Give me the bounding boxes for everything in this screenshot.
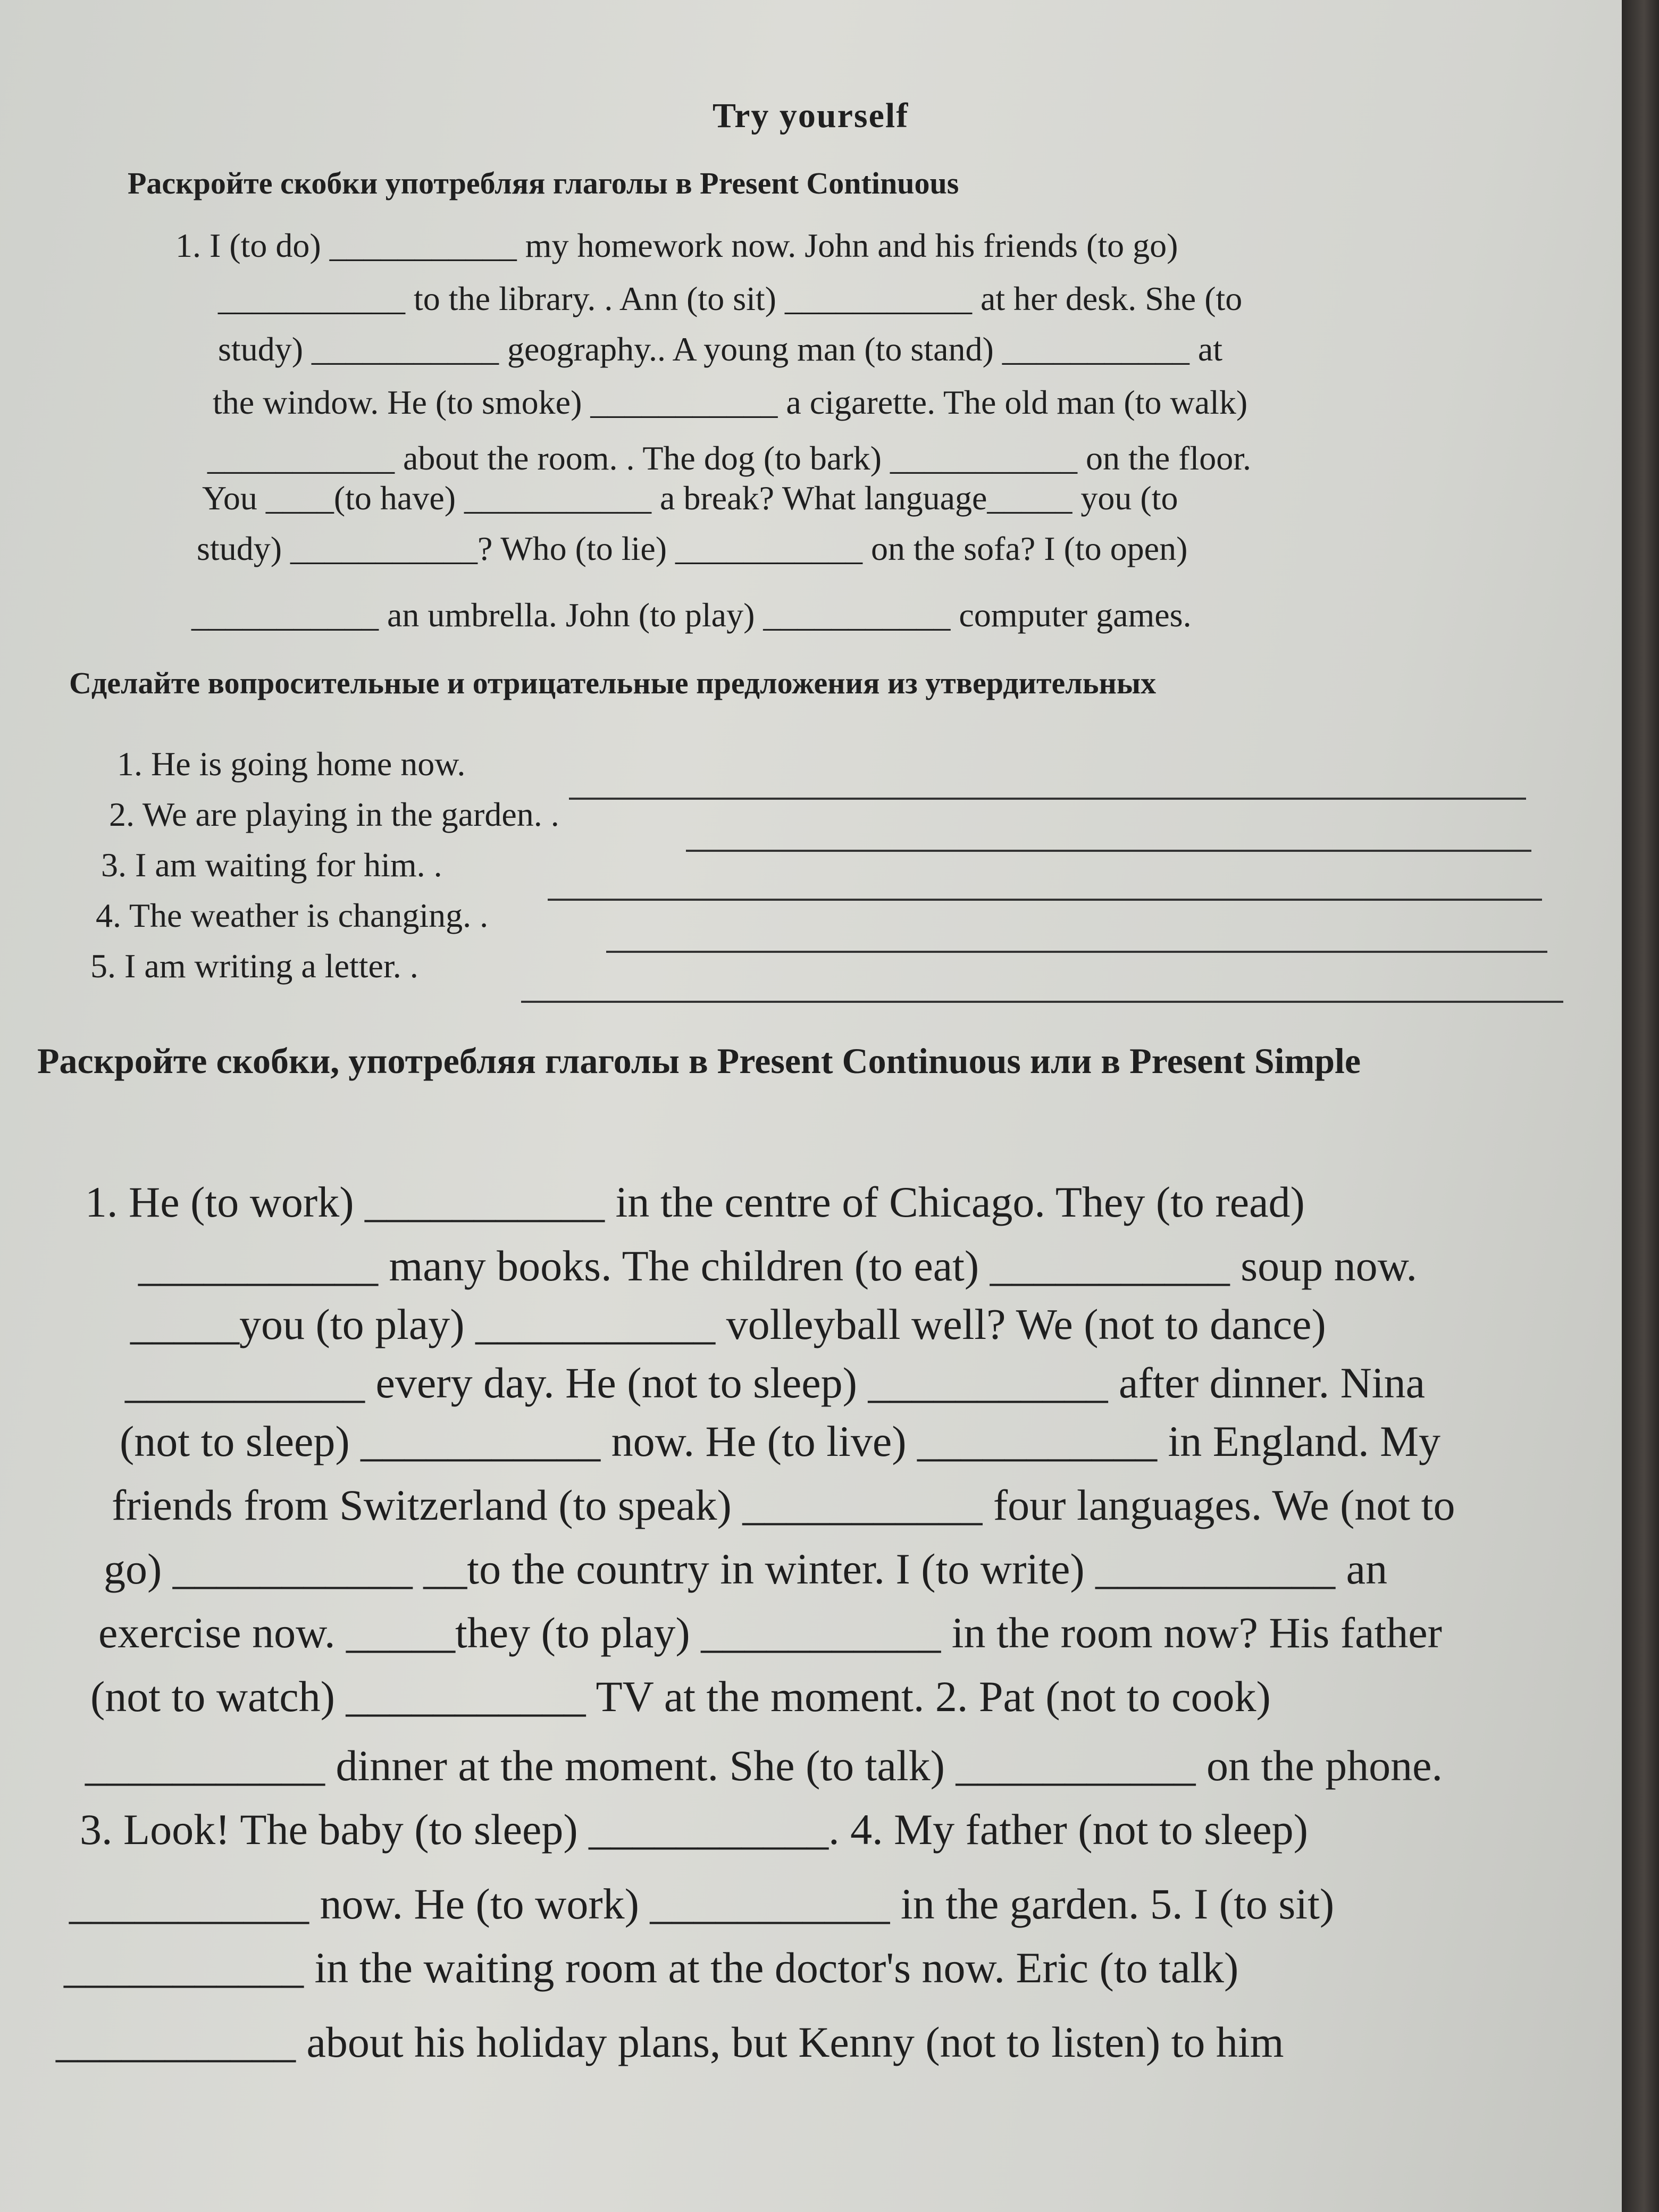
answer-line bbox=[521, 1001, 1563, 1003]
section1-line: study) ___________ geography.. A young man (to stand) ___________ at bbox=[218, 330, 1222, 368]
section3-line: ___________ now. He (to work) ___________ in the garden. 5. I (to sit) bbox=[69, 1880, 1335, 1928]
section3-line: friends from Switzerland (to speak) ___________ four languages. We (not to bbox=[112, 1481, 1455, 1529]
section3-line: ___________ many books. The children (to eat) ___________ soup now. bbox=[138, 1242, 1418, 1290]
section3-line: ___________ every day. He (not to sleep) ___________ after dinner. Nina bbox=[125, 1359, 1425, 1407]
section1-line: ___________ an umbrella. John (to play) ___________ computer games. bbox=[191, 596, 1192, 634]
section1-heading: Раскройте скобки употребляя глаголы в Present Continuous bbox=[128, 166, 959, 200]
section3-line: ___________ about his holiday plans, but Kenny (not to listen) to him bbox=[56, 2018, 1284, 2066]
answer-line bbox=[686, 850, 1531, 852]
answer-line bbox=[548, 899, 1542, 901]
section3-line: ___________ in the waiting room at the doctor's now. Eric (to talk) bbox=[64, 1943, 1239, 1992]
section3-line: ___________ dinner at the moment. She (to talk) ___________ on the phone. bbox=[85, 1741, 1443, 1790]
section1-line: 1. I (to do) ___________ my homework now. John and his friends (to go) bbox=[175, 227, 1178, 264]
section1-line: ___________ to the library. . Ann (to sit) ___________ at her desk. She (to bbox=[218, 280, 1243, 317]
section3-line: _____you (to play) ___________ volleyball well? We (not to dance) bbox=[130, 1300, 1326, 1348]
section2-heading: Сделайте вопросительные и отрицательные предложения из утвердительных bbox=[69, 666, 1157, 700]
section1-line: the window. He (to smoke) ___________ a cigarette. The old man (to walk) bbox=[213, 383, 1248, 421]
section2-item: 1. He is going home now. bbox=[117, 745, 466, 783]
section3-line: (not to sleep) ___________ now. He (to live) ___________ in England. My bbox=[120, 1417, 1440, 1465]
section3-line: go) ___________ __to the country in winter. I (to write) ___________ an bbox=[104, 1545, 1388, 1593]
section3-line: (not to watch) ___________ TV at the moment. 2. Pat (not to cook) bbox=[90, 1672, 1271, 1721]
section3-line: 1. He (to work) ___________ in the centre of Chicago. They (to read) bbox=[85, 1178, 1305, 1226]
page-title: Try yourself bbox=[713, 96, 909, 135]
section2-item: 4. The weather is changing. . bbox=[96, 896, 489, 934]
section2-item: 3. I am waiting for him. . bbox=[101, 846, 442, 884]
section2-item: 5. I am writing a letter. . bbox=[90, 947, 418, 985]
section1-line: You ____(to have) ___________ a break? What language_____ you (to bbox=[202, 479, 1178, 517]
section3-line: 3. Look! The baby (to sleep) ___________. 4. My father (not to sleep) bbox=[80, 1805, 1308, 1854]
answer-line bbox=[606, 951, 1547, 953]
section1-line: ___________ about the room. . The dog (to bark) ___________ on the floor. bbox=[207, 439, 1251, 477]
table-edge bbox=[1622, 0, 1659, 2212]
section2-item: 2. We are playing in the garden. . bbox=[109, 795, 559, 833]
answer-line bbox=[569, 798, 1526, 800]
section3-heading: Раскройте скобки, употребляя глаголы в Present Continuous или в Present Simple bbox=[37, 1041, 1361, 1081]
section1-line: study) ___________? Who (to lie) ___________ on the sofa? I (to open) bbox=[197, 530, 1188, 567]
section3-line: exercise now. _____they (to play) ___________ in the room now? His father bbox=[98, 1608, 1442, 1657]
